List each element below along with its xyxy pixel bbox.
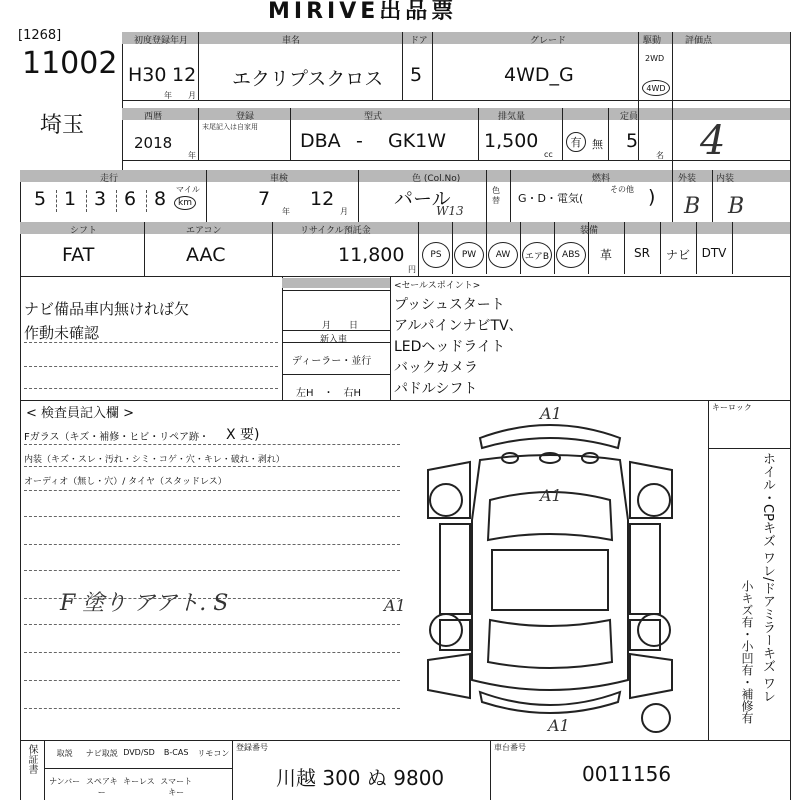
grade-value: 4WD_G xyxy=(504,64,574,86)
era-year: H30 xyxy=(128,64,167,86)
equipment-4: エアB xyxy=(522,242,552,268)
bottom-item-a4: B-CAS xyxy=(163,748,189,757)
label-shoku: 色 (Col.No) xyxy=(412,174,461,184)
inspection-line-interior: 内装（キズ・スレ・汚れ・シミ・コゲ・穴・キレ・破れ・剥れ） xyxy=(24,455,285,465)
inspection-line-glass: Fガラス（キズ・補修・ヒビ・リペア跡・ xyxy=(24,432,210,443)
month-unit: 月 xyxy=(188,91,196,100)
mileage-unit-km-circled: km xyxy=(174,196,196,210)
inspector-memo-label: < 検査員記入欄 > xyxy=(26,406,135,421)
aircon-value: AAC xyxy=(186,244,226,266)
label-hyoka: 評価点 xyxy=(685,36,713,46)
equipment-2: PW xyxy=(454,242,484,268)
sales-point-1: プッシュスタート xyxy=(394,297,505,313)
bottom-item-a5: リモコン xyxy=(197,749,230,758)
mileage-digit: 3 xyxy=(94,188,107,210)
label-gaiso: 外装 xyxy=(678,174,697,184)
equipment-5: ABS xyxy=(556,242,586,268)
turbo-no: 無 xyxy=(592,138,603,151)
shaken-month-unit: 月 xyxy=(340,207,348,216)
plate-number: 川越 300 ぬ 9800 xyxy=(276,766,445,790)
sales-point-3: LEDヘッドライト xyxy=(394,339,506,355)
equipment-row xyxy=(420,236,790,274)
label-katashiki: 型式 xyxy=(364,112,383,122)
label-aircon: エアコン xyxy=(186,226,222,236)
recycle-value: 11,800 xyxy=(338,244,405,266)
label-soubi: 装備 xyxy=(580,226,599,236)
exterior-grade: B xyxy=(684,194,701,219)
mileage-digits xyxy=(26,188,176,214)
damage-mark-roof: A1 xyxy=(540,486,562,505)
equipment-7: SR xyxy=(634,246,650,260)
car-damage-diagram xyxy=(400,400,700,740)
side-legend-2: 小キズ有・小凹有・補修有 xyxy=(740,580,754,724)
capacity: 5 xyxy=(626,130,639,152)
score-handwritten: 4 xyxy=(700,118,726,164)
sales-point-label: <セールスポイント> xyxy=(394,281,481,291)
region: 埼玉 xyxy=(40,113,85,138)
interior-grade: B xyxy=(728,194,745,219)
mileage-digit: 6 xyxy=(124,188,137,210)
lot-code: [1268] xyxy=(18,28,62,43)
label-toroku: 登録 xyxy=(236,112,255,122)
fuel-options: G・D・電気( xyxy=(518,192,584,205)
shaken-month: 12 xyxy=(310,188,335,210)
equipment-9: DTV xyxy=(701,246,727,260)
damage-mark-front: A1 xyxy=(540,404,562,423)
shaken-year-unit: 年 xyxy=(282,207,290,216)
shinnyu-label: 新入車 xyxy=(320,335,348,345)
month-day: 月 日 xyxy=(322,321,359,331)
note-line-1: ナビ備品車内無ければ欠 xyxy=(24,300,190,318)
handle-option: 左H ・ 右H xyxy=(296,388,362,399)
turbo-yes-circled: 有 xyxy=(566,132,586,152)
sales-point-4: バックカメラ xyxy=(394,360,478,376)
model-dash: - xyxy=(356,130,363,152)
equipment-6: 革 xyxy=(599,248,612,262)
bottom-item-b4: スマートキー xyxy=(160,777,193,797)
dealer-option: ディーラー・並行 xyxy=(292,356,372,367)
label-teiin: 定員 xyxy=(620,112,639,122)
shift-value: FAT xyxy=(62,244,95,266)
chassis-number: 0011156 xyxy=(582,762,672,786)
bottom-item-a1: 取説 xyxy=(56,749,73,758)
color-extra: 色替 xyxy=(492,186,500,205)
car-name: エクリプスクロス xyxy=(232,68,384,90)
bottom-items xyxy=(46,742,232,800)
sales-point-2: アルパインナビTV、 xyxy=(394,318,523,334)
label-nenshiki: 初度登録年月 xyxy=(134,36,189,46)
damage-mark-rear: A1 xyxy=(548,716,570,735)
damage-mark-side: A1 xyxy=(384,596,406,615)
label-recycle: リサイクル預託金 xyxy=(300,226,371,236)
drive-4wd-circled: 4WD xyxy=(642,80,670,96)
note-line-2: 作動未確認 xyxy=(24,324,100,342)
year-unit-2: 年 xyxy=(188,151,196,160)
shaken-year: 7 xyxy=(258,188,271,210)
label-nenryo: 燃料 xyxy=(592,174,611,184)
bottom-item-a3: DVD/SD xyxy=(123,748,155,757)
fuel-close: ) xyxy=(648,186,656,208)
label-shamei: 車名 xyxy=(282,36,301,46)
displacement: 1,500 xyxy=(484,130,539,152)
form-title: MIRIVE出品票 xyxy=(268,0,458,24)
year-unit: 年 xyxy=(164,91,172,100)
label-seireki: 西暦 xyxy=(144,112,163,122)
bottom-item-b3: キーレス xyxy=(123,777,155,786)
bottom-item-b1: ナンバー xyxy=(49,777,81,786)
color-no: W13 xyxy=(436,204,464,218)
mileage-digit: 5 xyxy=(34,188,47,210)
model-code: GK1W xyxy=(388,130,447,152)
label-naiso: 内装 xyxy=(716,174,735,184)
fuel-other: その他 xyxy=(610,185,634,194)
label-shadai: 車台番号 xyxy=(494,743,526,752)
registration-note: 末尾記入は自家用 xyxy=(202,123,258,131)
mileage-unit-mile: マイル xyxy=(176,185,200,194)
inspector-handwritten-note: F 塗り アアト. S xyxy=(60,591,229,616)
sales-point-5: パドルシフト xyxy=(394,381,478,397)
label-drive: 駆動 xyxy=(643,36,662,46)
inspection-x: X 要) xyxy=(226,427,260,443)
label-grade: グレード xyxy=(530,36,567,46)
label-door: ドア xyxy=(410,36,428,46)
inspection-line-audio: オーディオ（無し・穴）/ タイヤ（スタッドレス） xyxy=(24,477,227,487)
keylock-label: キーロック xyxy=(712,403,752,412)
yen-unit: 円 xyxy=(408,265,416,274)
label-haikiryo: 排気量 xyxy=(498,112,526,122)
mileage-digit: 8 xyxy=(154,188,167,210)
color: パール xyxy=(394,188,451,210)
label-soko: 走行 xyxy=(100,174,119,184)
model-prefix: DBA xyxy=(300,130,341,152)
equipment-8: ナビ xyxy=(665,248,690,262)
reg-month: 12 xyxy=(172,64,197,86)
lot-number: 11002 xyxy=(22,46,118,81)
label-shift: シフト xyxy=(70,226,98,236)
side-legend: ホイル・CPキズ ワレ/ドアミラーキズ ワレ xyxy=(760,452,775,703)
label-tourokubango: 登録番号 xyxy=(236,743,268,752)
name-unit: 名 xyxy=(656,151,664,160)
bottom-item-a2: ナビ取説 xyxy=(85,749,118,758)
drive-2wd: 2WD xyxy=(645,54,665,63)
equipment-3: AW xyxy=(488,242,518,268)
equipment-1: PS xyxy=(422,242,450,268)
label-shaken: 車検 xyxy=(270,174,289,184)
mileage-digit: 1 xyxy=(64,188,77,210)
bottom-item-b2: スペアキー xyxy=(85,777,118,797)
year-western: 2018 xyxy=(134,134,173,152)
cc-unit: cc xyxy=(544,150,553,159)
hoshou-label: 保証書 xyxy=(26,744,37,774)
door-count: 5 xyxy=(410,64,423,86)
